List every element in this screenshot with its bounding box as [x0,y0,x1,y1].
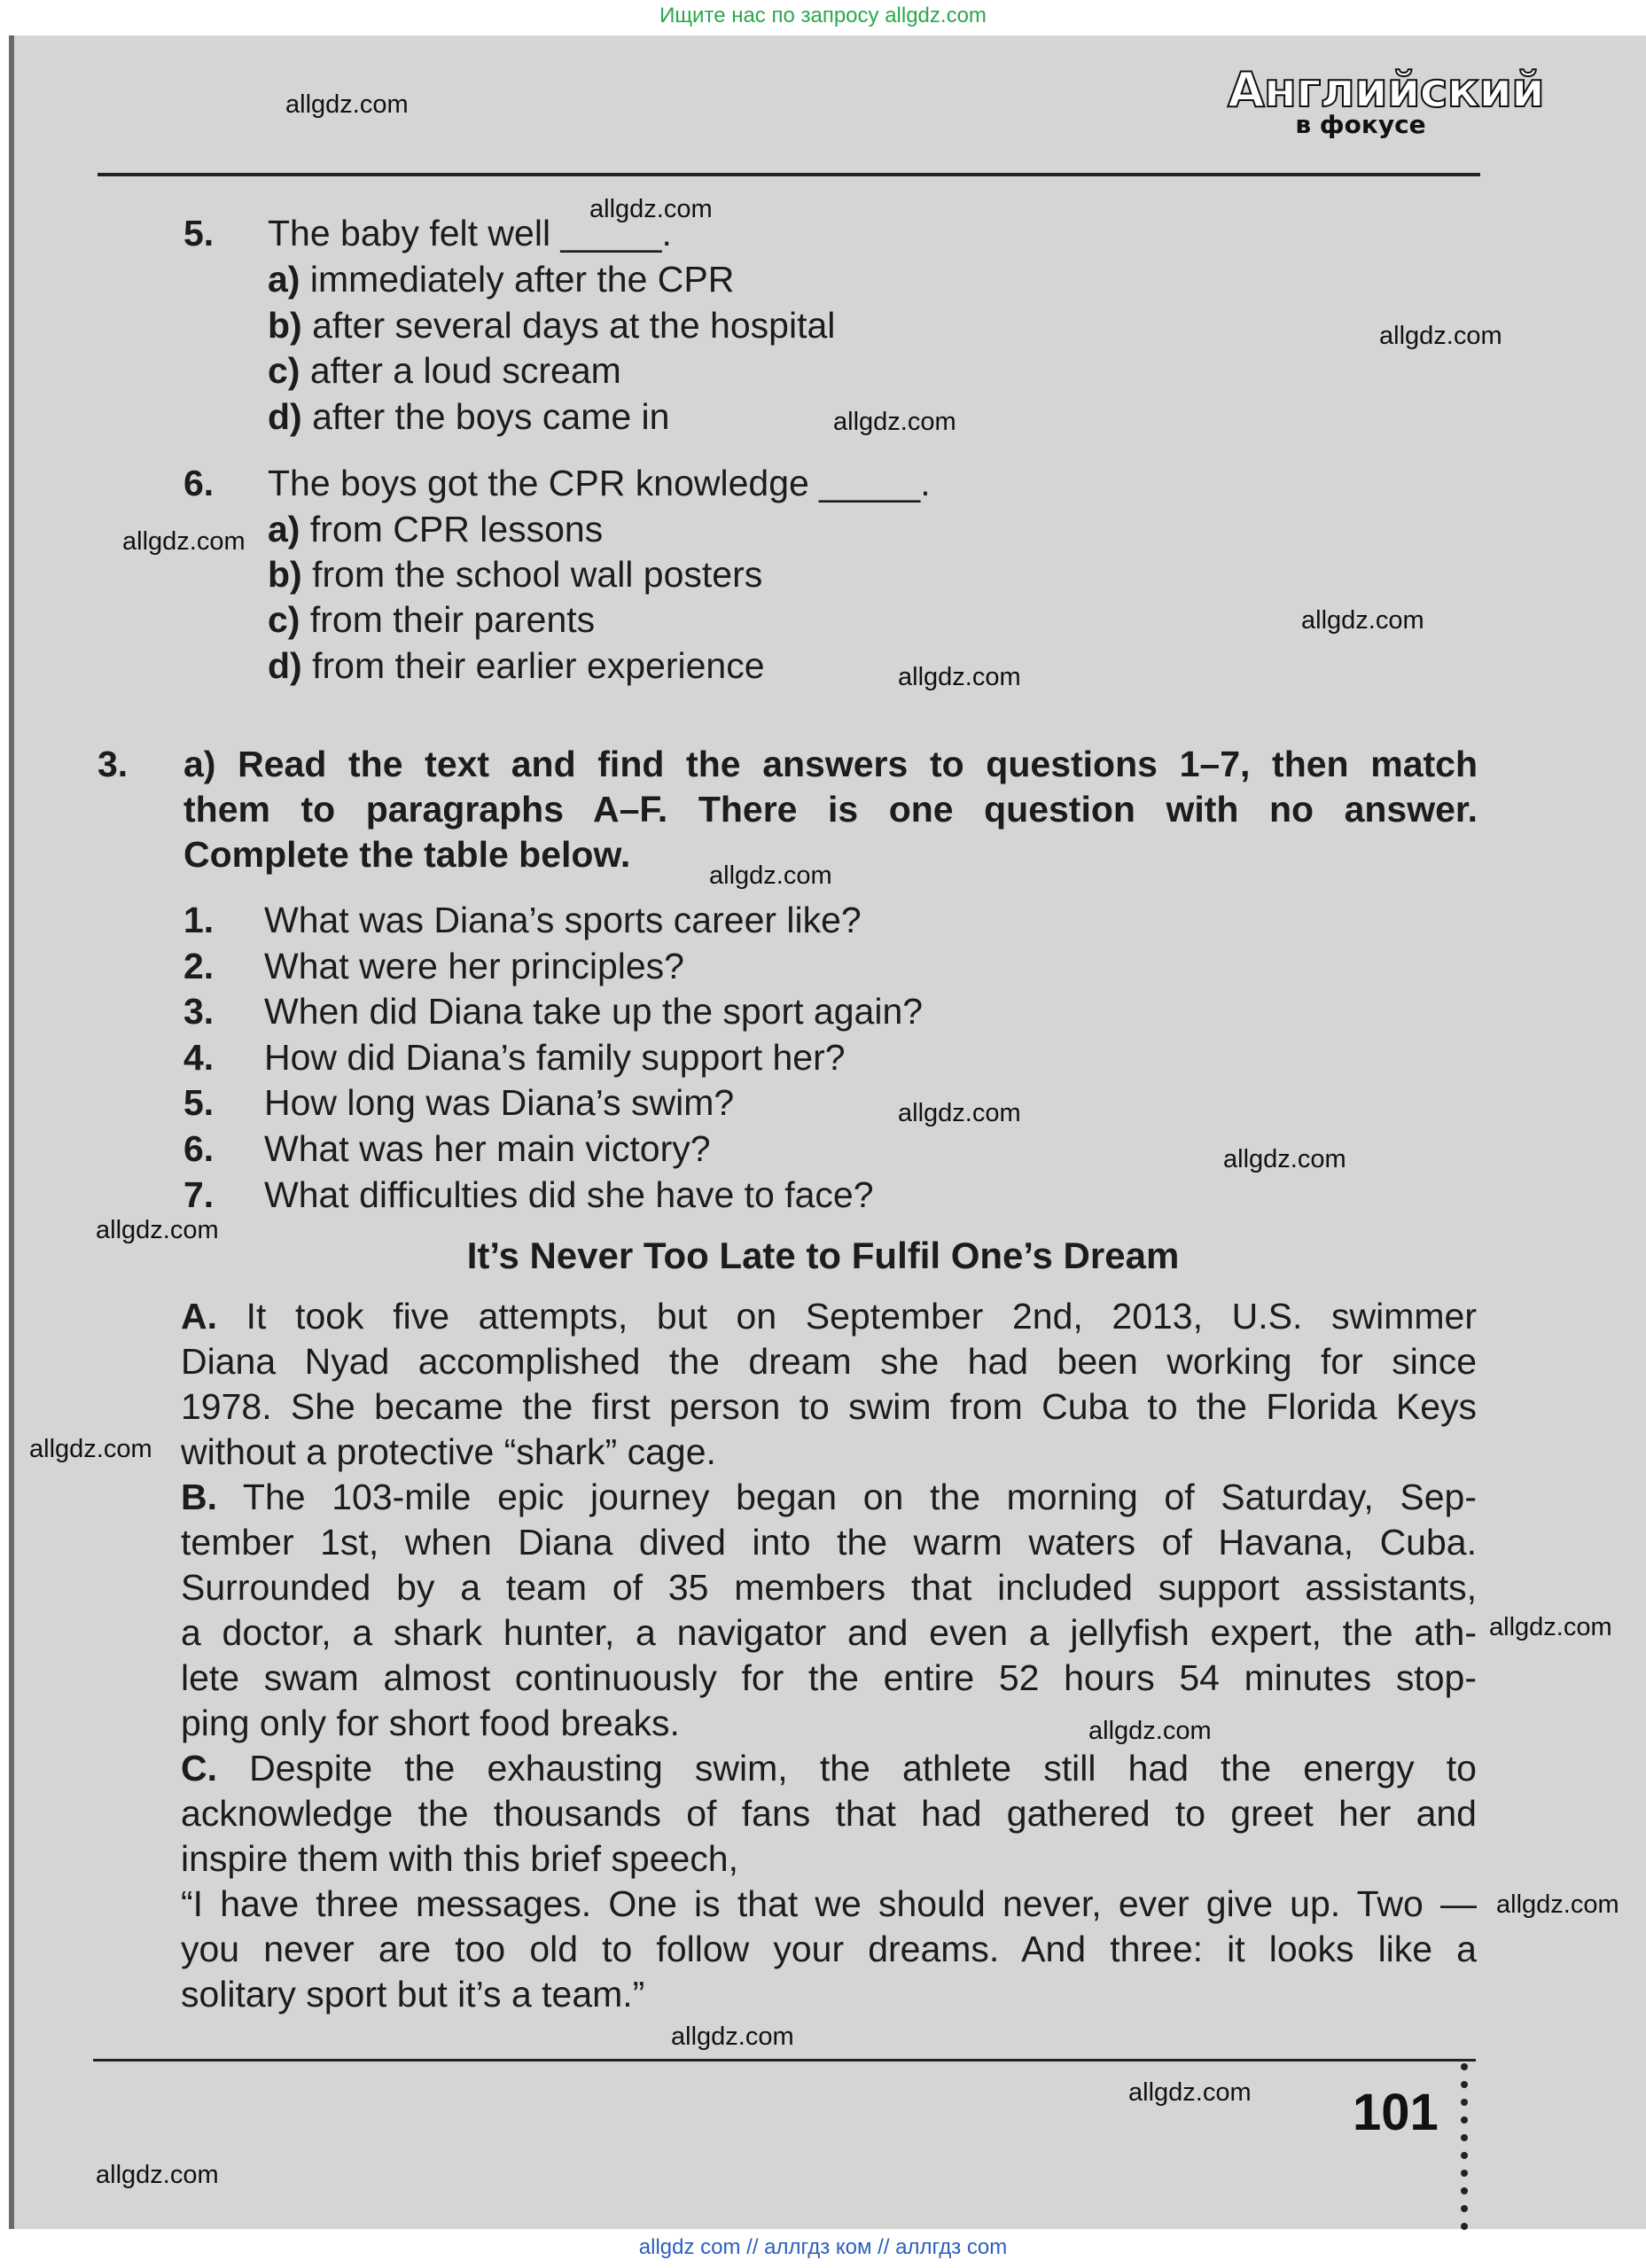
decorative-dots [1461,2063,1470,2241]
exercise-3-number: 3. [98,744,129,784]
q6-option-b: b) from the school wall posters [268,554,763,595]
q5-stem: The baby felt well _____. [268,213,672,253]
text-title: It’s Never Too Late to Fulfil One’s Dream [466,1235,1180,1276]
paragraph-line: inspire them with this brief speech, [181,1838,738,1879]
question-6-number: 6. [183,1128,215,1169]
paragraph-line: Diana Nyad accomplished the dream she had been working for since [181,1341,1477,1382]
question-7-text: What difficulties did she have to face? [264,1174,874,1215]
question-6-text: What was her main victory? [264,1128,711,1169]
paragraph-line: 1978. She became the first person to swim from Cuba to the Florida Keys [181,1386,1477,1427]
paragraph-line: tember 1st, when Diana dived into the warm waters of Havana, Cuba. [181,1522,1477,1563]
watermark: allgdz.com [1088,1717,1212,1745]
watermark: allgdz.com [1223,1145,1346,1173]
q6-option-d: d) from their earlier experience [268,645,765,686]
watermark: allgdz.com [833,408,956,436]
question-5-number: 5. [183,1082,215,1123]
question-2-number: 2. [183,946,215,986]
watermark: allgdz.com [122,527,246,556]
book-logo [1228,62,1544,139]
watermark: allgdz.com [96,2161,219,2189]
exercise-3-instruction [183,742,1478,877]
watermark: allgdz.com [589,195,713,223]
watermark: allgdz.com [898,663,1021,691]
instruction-line: a) Read the text and find the answers to questions 1–7, then match [183,744,1478,784]
instruction-line: Complete the table below. [183,834,631,875]
top-banner[interactable]: Ищите нас по запросу allgdz.com [659,4,987,27]
paragraph-line: lete swam almost continuously for the entire 52 hours 54 minutes stop- [181,1657,1477,1698]
q6-number: 6. [183,463,215,503]
paragraph-line: you never are too old to follow your dreams. And three: it looks like a [181,1929,1477,1969]
question-1-number: 1. [183,900,215,940]
paragraph-line: a doctor, a shark hunter, a navigator and even a jellyfish expert, the ath- [181,1612,1477,1653]
watermark: allgdz.com [1128,2078,1252,2107]
paragraph-line: solitary sport but it’s a team.” [181,1974,645,2015]
page-number: 101 [1353,2084,1439,2141]
q5-option-a: a) immediately after the CPR [268,259,735,300]
instruction-line: them to paragraphs A–F. There is one question with no answer. [183,789,1478,830]
paragraph-line: A. It took five attempts, but on September 2nd, 2013, U.S. swimmer [181,1296,1477,1337]
question-7-number: 7. [183,1174,215,1215]
paragraph-b [181,1475,1477,1746]
watermark: allgdz.com [671,2022,794,2051]
watermark: allgdz.com [898,1099,1021,1127]
header-rule [98,173,1480,176]
question-4-number: 4. [183,1037,215,1078]
paragraph-line: Surrounded by a team of 35 members that included support assistants, [181,1567,1477,1608]
watermark: allgdz.com [1489,1613,1612,1641]
bottom-banner[interactable]: allgdz com // аллгдз ком // аллгдз com [638,2235,1008,2259]
q5-option-d: d) after the boys came in [268,396,670,437]
paragraph-line: C. Despite the exhausting swim, the athlete still had the energy to [181,1748,1477,1789]
question-4-text: How did Diana’s family support her? [264,1037,846,1078]
question-5-text: How long was Diana’s swim? [264,1082,735,1123]
watermark: allgdz.com [1301,606,1424,635]
paragraph-line: “I have three messages. One is that we should never, ever give up. Two — [181,1883,1477,1924]
question-1-text: What was Diana’s sports career like? [264,900,862,940]
logo-title: Английский [1228,62,1544,118]
paragraph-line: without a protective “shark” cage. [181,1431,716,1472]
paragraph-line: B. The 103-mile epic journey began on the morning of Saturday, Sep- [181,1477,1477,1517]
question-2-text: What were her principles? [264,946,684,986]
watermark: allgdz.com [285,90,409,119]
q5-option-c: c) after a loud scream [268,350,621,391]
q6-option-a: a) from CPR lessons [268,509,604,549]
paragraph-line: acknowledge the thousands of fans that had gathered to greet her and [181,1793,1477,1834]
watermark: allgdz.com [709,861,832,890]
watermark: allgdz.com [29,1435,152,1463]
q6-stem: The boys got the CPR knowledge _____. [268,463,931,503]
paragraph-c [181,1746,1477,2017]
footer-rule [93,2059,1476,2061]
q6-option-c: c) from their parents [268,599,596,640]
watermark: allgdz.com [96,1216,219,1244]
q5-option-b: b) after several days at the hospital [268,305,836,346]
question-3-text: When did Diana take up the sport again? [264,991,924,1032]
q5-number: 5. [183,213,215,253]
watermark: allgdz.com [1496,1890,1619,1919]
question-3-number: 3. [183,991,215,1032]
watermark: allgdz.com [1379,322,1502,350]
paragraph-a [181,1294,1477,1475]
logo-subtitle: в фокусе [1295,110,1426,139]
paragraph-line: ping only for short food breaks. [181,1703,680,1743]
